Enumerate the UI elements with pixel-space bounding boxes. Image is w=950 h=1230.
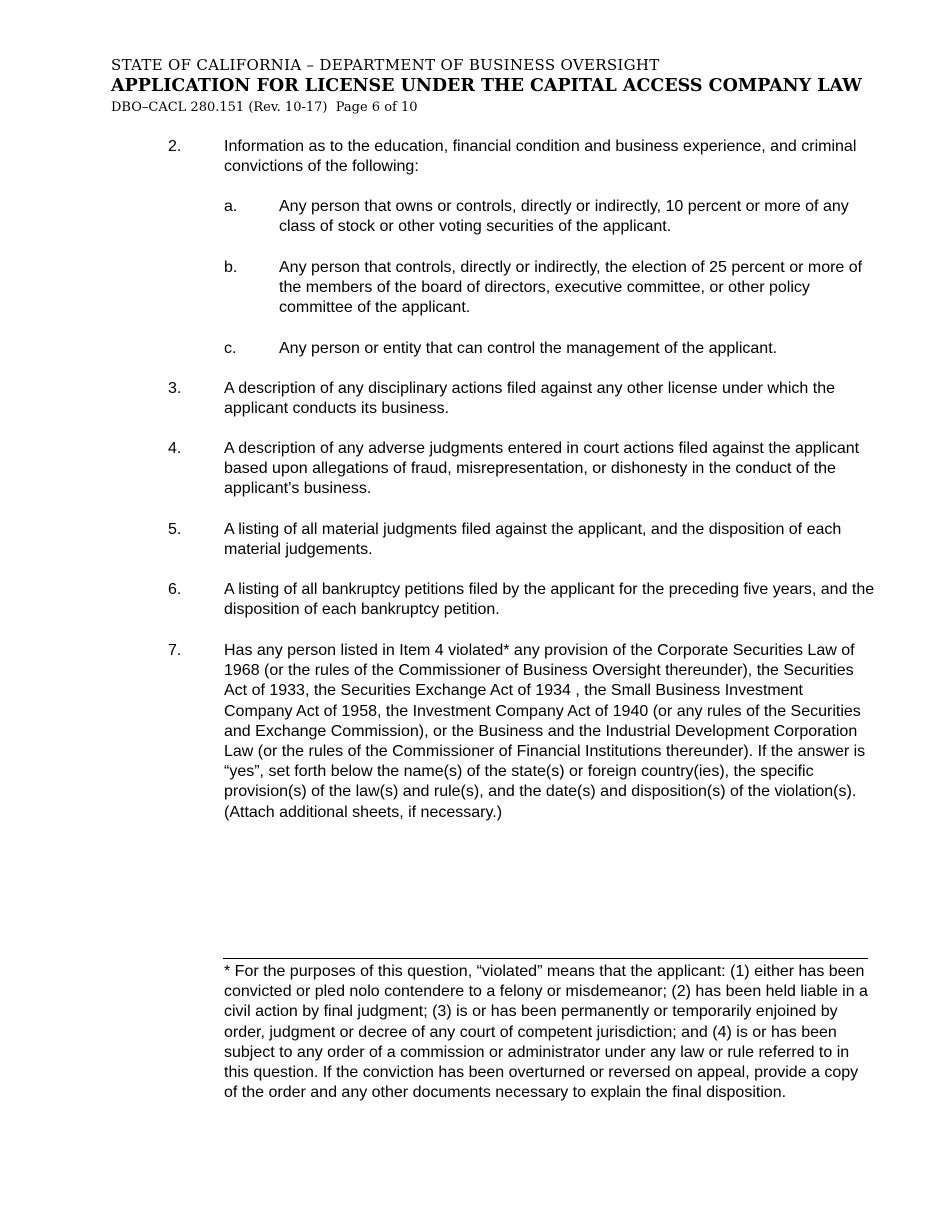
subitem-text: Any person or entity that can control the management of the applicant. (279, 340, 778, 357)
item-number: 5. (168, 521, 182, 538)
footnote: * For the purposes of this question, “violated” means that the applicant: (1) either has been convicted or pled nolo contendere to a felony or misdemeanor; (2) has been held liable in a civil action by final judgment; (3) is or has been permanently or temporarily enjoined by order, judgment or decree of any court of competent jurisdiction; and (4) is or has been subject to any order of a commission or administrator under any law or rule referred to in this question. If the conviction has been overturned or reversed on appeal, provide a copy of the order and any other documents necessary to explain the final disposition. (224, 963, 868, 1102)
form-id: DBO–CACL 280.151 (Rev. 10-17) (111, 100, 328, 115)
subitem-letter: b. (224, 259, 238, 276)
page-number: Page 6 of 10 (335, 100, 418, 115)
item-number: 2. (168, 138, 182, 155)
subitem-text: Any person that controls, directly or indirectly, the election of 25 percent or more of the members of the board of directors, executive committee, or other policy committee of the applicant. (279, 259, 863, 317)
subitem-text: Any person that owns or controls, directly or indirectly, 10 percent or more of any class of stock or other voting securities of the applicant. (279, 198, 849, 236)
form-meta (111, 98, 891, 117)
subitem-letter: a. (224, 198, 238, 215)
item-text: A description of any disciplinary actions filed against any other license under which the applicant conducts its business. (224, 380, 836, 418)
footnote-separator (223, 958, 868, 959)
item-text: A listing of all bankruptcy petitions filed by the applicant for the preceding five years, and the disposition of each bankruptcy petition. (224, 581, 875, 619)
item-number: 7. (168, 642, 182, 659)
agency-name: STATE OF CALIFORNIA – DEPARTMENT OF BUSINESS OVERSIGHT (111, 56, 660, 74)
subitem-letter: c. (224, 340, 237, 357)
item-text: A description of any adverse judgments entered in court actions filed against the applicant based upon allegations of fraud, misrepresentation, or dishonesty in the conduct of the applicant’s business. (224, 440, 860, 498)
item-number: 3. (168, 380, 182, 397)
form-title: APPLICATION FOR LICENSE UNDER THE CAPITAL ACCESS COMPANY LAW (111, 76, 862, 96)
item-text: Information as to the education, financial condition and business experience, and criminal convictions of the following: (224, 138, 857, 176)
item-text: Has any person listed in Item 4 violated* any provision of the Corporate Securities Law of 1968 (or the rules of the Commissioner of Business Oversight thereunder), the Securities Act of 1933, the Securities Exchange Act of 1934 , the Small Business Investment Company Act of 1958, the Investment Company Act of 1940 (or any rules of the Securities and Exchange Commission), or the Business and the Industrial Development Corporation Law (or the rules of the Commissioner of Financial Institutions thereunder). If the answer is “yes”, set forth below the name(s) of the state(s) or foreign country(ies), the specific provision(s) of the law(s) and rule(s), and the date(s) and disposition(s) of the violation(s). (Attach additional sheets, if necessary.) (224, 642, 866, 821)
form-header (111, 56, 891, 117)
item-text: A listing of all material judgments filed against the applicant, and the disposition of each material judgements. (224, 521, 842, 559)
item-number: 6. (168, 581, 182, 598)
item-number: 4. (168, 440, 182, 457)
